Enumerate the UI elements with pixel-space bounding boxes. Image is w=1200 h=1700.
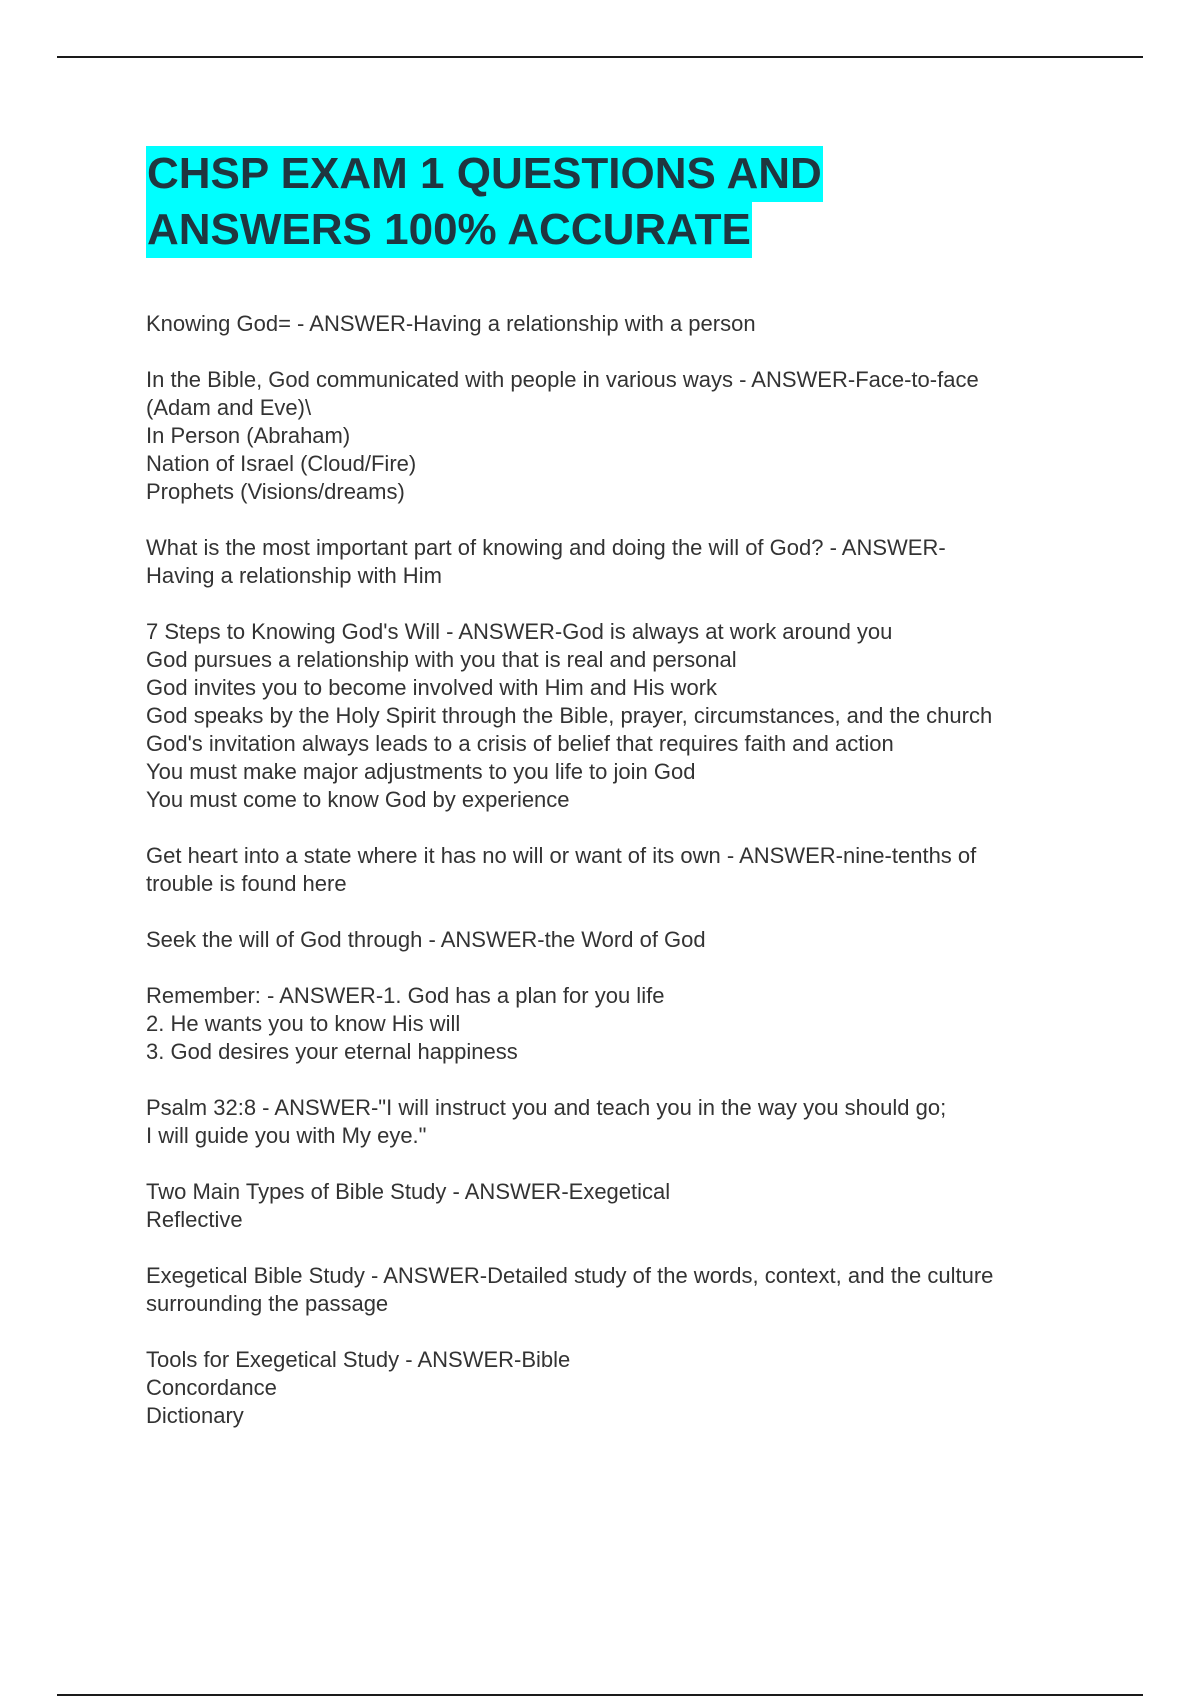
qa-line: Dictionary: [146, 1403, 244, 1428]
qa-line: I will guide you with My eye.": [146, 1123, 427, 1148]
qa-item: [146, 1262, 1146, 1318]
qa-line: Remember: - ANSWER-1. God has a plan for you life: [146, 983, 665, 1008]
qa-line: Psalm 32:8 - ANSWER-"I will instruct you and teach you in the way you should go;: [146, 1095, 947, 1120]
qa-item: [146, 842, 1146, 898]
qa-item: [146, 982, 1146, 1066]
qa-item: [146, 1178, 1146, 1234]
qa-line: Concordance: [146, 1375, 277, 1400]
qa-item: [146, 534, 1146, 590]
qa-line: God invites you to become involved with Him and His work: [146, 675, 718, 700]
qa-line: Reflective: [146, 1207, 243, 1232]
qa-line: (Adam and Eve)\: [146, 395, 312, 420]
document-title: [146, 146, 1046, 258]
qa-item: [146, 618, 1146, 814]
qa-line: Get heart into a state where it has no will or want of its own - ANSWER-nine-tenths of: [146, 843, 977, 868]
qa-line: Knowing God= - ANSWER-Having a relationship with a person: [146, 311, 756, 336]
title-line: ANSWERS 100% ACCURATE: [146, 202, 752, 258]
qa-item: [146, 926, 1146, 954]
qa-line: Tools for Exegetical Study - ANSWER-Bible: [146, 1347, 571, 1372]
qa-line: God pursues a relationship with you that is real and personal: [146, 647, 737, 672]
qa-line: trouble is found here: [146, 871, 347, 896]
qa-item: [146, 310, 1146, 338]
qa-line: Seek the will of God through - ANSWER-the Word of God: [146, 927, 706, 952]
qa-line: God speaks by the Holy Spirit through the Bible, prayer, circumstances, and the church: [146, 703, 993, 728]
qa-list: [146, 310, 1146, 1458]
qa-line: Having a relationship with Him: [146, 563, 442, 588]
qa-item: [146, 1346, 1146, 1430]
qa-item: [146, 1094, 1146, 1150]
qa-line: 7 Steps to Knowing God's Will - ANSWER-God is always at work around you: [146, 619, 893, 644]
qa-line: You must come to know God by experience: [146, 787, 570, 812]
qa-line: Exegetical Bible Study - ANSWER-Detailed study of the words, context, and the culture: [146, 1263, 994, 1288]
qa-line: God's invitation always leads to a crisis of belief that requires faith and action: [146, 731, 894, 756]
qa-line: 2. He wants you to know His will: [146, 1011, 461, 1036]
title-line: CHSP EXAM 1 QUESTIONS AND: [146, 146, 823, 202]
qa-item: [146, 366, 1146, 506]
qa-line: 3. God desires your eternal happiness: [146, 1039, 518, 1064]
qa-line: In Person (Abraham): [146, 423, 351, 448]
bottom-rule: [57, 1694, 1143, 1696]
qa-line: Two Main Types of Bible Study - ANSWER-Exegetical: [146, 1179, 671, 1204]
qa-line: In the Bible, God communicated with people in various ways - ANSWER-Face-to-face: [146, 367, 979, 392]
top-rule: [57, 56, 1143, 58]
qa-line: Nation of Israel (Cloud/Fire): [146, 451, 417, 476]
qa-line: What is the most important part of knowing and doing the will of God? - ANSWER-: [146, 535, 946, 560]
qa-line: You must make major adjustments to you life to join God: [146, 759, 696, 784]
qa-line: Prophets (Visions/dreams): [146, 479, 405, 504]
qa-line: surrounding the passage: [146, 1291, 389, 1316]
